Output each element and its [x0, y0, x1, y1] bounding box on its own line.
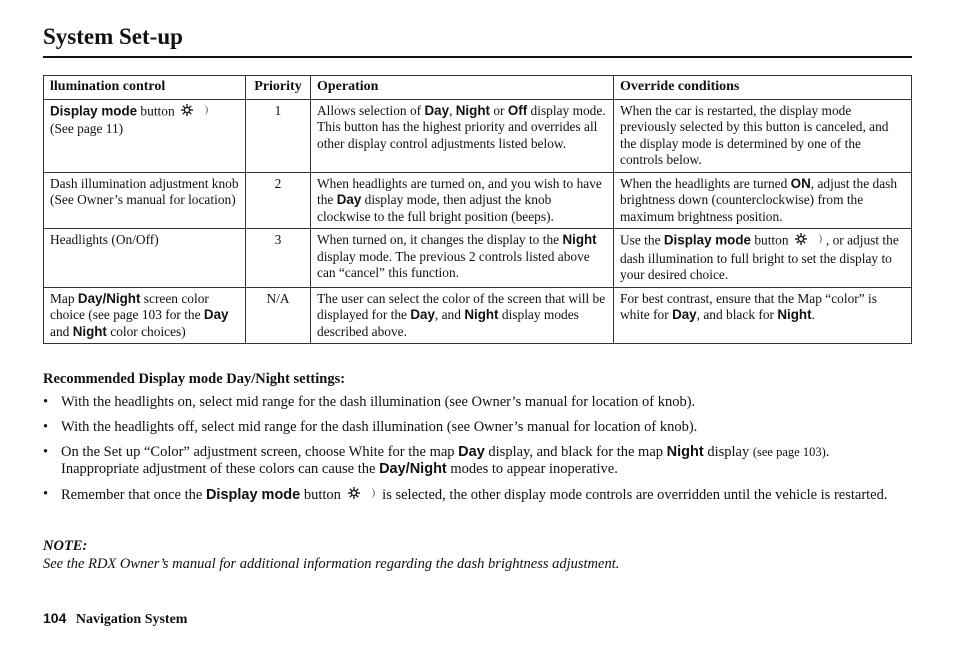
list-item: • Remember that once the Display mode button is selected, the other display mode controls are overridden until the vehicle is restarted. — [43, 486, 903, 505]
illumination-control-table — [43, 75, 912, 344]
priority-cell: N/A — [246, 287, 311, 344]
recommended-settings-heading: Recommended Display mode Day/Night settings: — [43, 371, 346, 387]
list-item: • With the headlights off, select mid range for the dash illumination (see Owner’s manual for location of knob). — [43, 419, 698, 435]
recommended-settings-list — [43, 394, 903, 513]
sun-moon-icon — [792, 232, 826, 251]
list-item: • With the headlights on, select mid range for the dash illumination (see Owner’s manual for location of knob). — [43, 394, 696, 410]
header-priority: Priority — [246, 76, 311, 100]
header-illumination-control: llumination control — [44, 76, 246, 100]
operation-cell: When turned on, it changes the display to the Night display mode. The previous 2 controls listed above can “cancel” this function. — [311, 229, 614, 288]
header-override-conditions: Override conditions — [614, 76, 912, 100]
title-divider — [43, 56, 912, 58]
operation-cell: The user can select the color of the screen that will be displayed for the Day, and Night display modes described above. — [311, 287, 614, 344]
section-name: Navigation System — [75, 612, 188, 627]
override-cell: When the car is restarted, the display mode previously selected by this button is canceled, and the display mode is determined by one of the controls below. — [614, 99, 912, 172]
page-number: 104 — [43, 610, 67, 626]
table-row — [44, 287, 912, 344]
override-cell: When the headlights are turned ON, adjust the dash brightness down (counterclockwise) from the maximum brightness position. — [614, 172, 912, 229]
list-item: • On the Set up “Color” adjustment screen, choose White for the map Day display, and black for the map Night display (see page 103). Inappropriate adjustment of these colors can cause the Day/Night modes to appear inoperative. — [43, 444, 830, 477]
control-cell: Display mode button (See page 11) — [44, 99, 246, 172]
table-row — [44, 99, 912, 172]
sun-moon-icon — [178, 103, 212, 122]
table-row — [44, 172, 912, 229]
note-block — [43, 537, 903, 573]
note-label: NOTE: — [43, 538, 88, 554]
page-footer — [43, 610, 187, 628]
override-cell: For best contrast, ensure that the Map “color” is white for Day, and black for Night. — [614, 287, 912, 344]
priority-cell: 3 — [246, 229, 311, 288]
control-cell: Headlights (On/Off) — [44, 229, 246, 288]
control-cell: Map Day/Night screen color choice (see page 103 for the Day and Night color choices) — [44, 287, 246, 344]
priority-cell: 2 — [246, 172, 311, 229]
header-operation: Operation — [311, 76, 614, 100]
table-header-row — [44, 76, 912, 100]
table-row — [44, 229, 912, 288]
note-text: See the RDX Owner’s manual for additional information regarding the dash brightness adjustment. — [43, 556, 620, 572]
priority-cell: 1 — [246, 99, 311, 172]
operation-cell: When headlights are turned on, and you wish to have the Day display mode, then adjust the knob clockwise to the full bright position (beeps). — [311, 172, 614, 229]
page-title: System Set-up — [43, 24, 183, 49]
sun-moon-icon — [345, 486, 379, 505]
control-cell: Dash illumination adjustment knob (See Owner’s manual for location) — [44, 172, 246, 229]
operation-cell: Allows selection of Day, Night or Off display mode. This button has the highest priority and overrides all other display control adjustments listed below. — [311, 99, 614, 172]
override-cell: Use the Display mode button , or adjust the dash illumination to full bright to set the display to your desired choice. — [614, 229, 912, 288]
